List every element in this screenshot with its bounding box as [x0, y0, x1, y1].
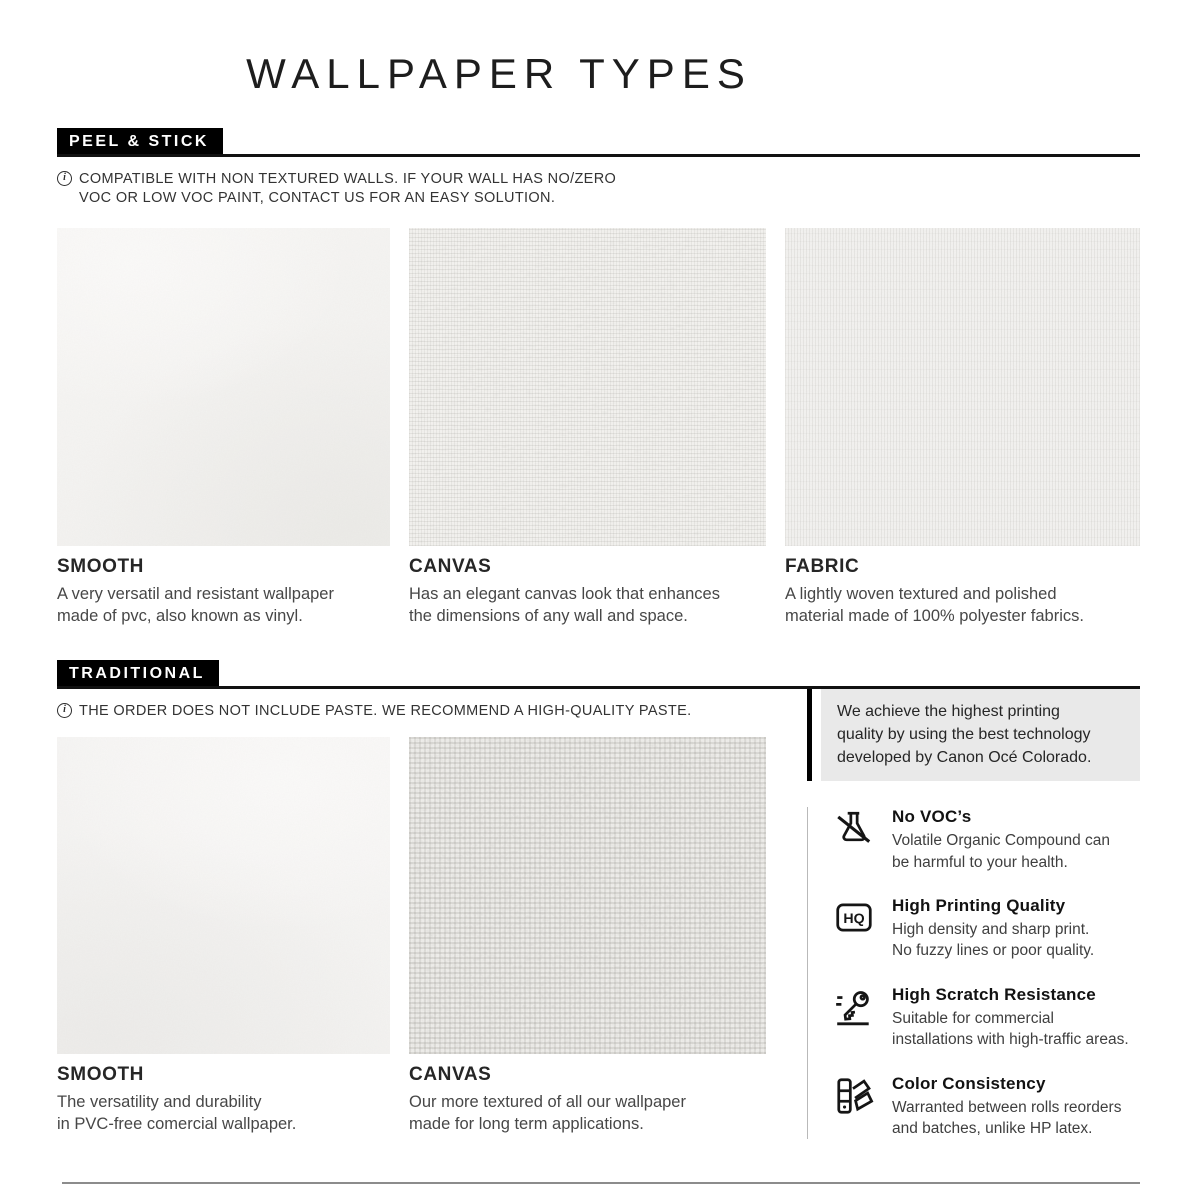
hq-badge-icon — [833, 896, 875, 938]
swatch-description: A very versatil and resistant wallpaper made of pvc, also known as vinyl. — [57, 585, 334, 626]
traditional-section-header — [57, 660, 1140, 689]
swatch-description: A lightly woven textured and polished material made of 100% polyester fabrics. — [785, 585, 1084, 626]
color-swatches-icon — [833, 1074, 875, 1116]
feature-title: Color Consistency — [892, 1073, 1046, 1093]
feature-text — [892, 1074, 1121, 1140]
weave-grain — [409, 228, 766, 546]
swatch-column-canvas — [409, 228, 766, 628]
traditional-note-text: THE ORDER DOES NOT INCLUDE PASTE. WE RECOMMEND A HIGH-QUALITY PASTE. — [79, 702, 692, 719]
svg-text:HQ: HQ — [843, 911, 865, 928]
feature-text — [892, 896, 1094, 962]
cloth-grain — [409, 737, 766, 1054]
feature-color-consistency — [833, 1074, 1140, 1140]
feature-title: No VOC’s — [892, 807, 972, 827]
traditional-body — [57, 689, 1140, 1163]
swatch-name: SMOOTH — [57, 1063, 144, 1085]
swatch-name: CANVAS — [409, 1063, 492, 1085]
traditional-badge: TRADITIONAL — [57, 660, 219, 686]
swatch-name: CANVAS — [409, 556, 492, 578]
fabric-grain — [785, 228, 1140, 546]
feature-desc: Volatile Organic Compound can be harmful to your health. — [892, 832, 1110, 871]
paper-grain — [57, 228, 390, 546]
printing-quality-text: We achieve the highest printing quality by using the best technology developed by Canon Océ Colorado. — [821, 689, 1140, 782]
feature-list — [807, 807, 1140, 1139]
feature-scratch-resistance — [833, 985, 1140, 1051]
canvas-texture-image — [409, 228, 766, 546]
canvas-texture-image — [409, 737, 766, 1054]
swatch-column-smooth — [57, 737, 390, 1136]
traditional-note — [57, 702, 766, 721]
scratch-key-icon — [833, 985, 875, 1027]
smooth-texture-image — [57, 737, 390, 1054]
sidebar — [807, 689, 1140, 1163]
traditional-swatch-grid — [57, 737, 766, 1136]
feature-title: High Scratch Resistance — [892, 984, 1096, 1004]
peel-stick-note — [57, 170, 1140, 208]
swatch-description: Has an elegant canvas look that enhances the dimensions of any wall and space. — [409, 585, 720, 626]
swatch-name: FABRIC — [785, 556, 860, 578]
no-voc-flask-icon — [833, 807, 875, 849]
paper-grain — [57, 737, 390, 1054]
info-icon: i — [57, 171, 72, 186]
feature-no-voc — [833, 807, 1140, 873]
swatch-description: The versatility and durability in PVC-free comercial wallpaper. — [57, 1092, 297, 1133]
fabric-texture-image — [785, 228, 1140, 546]
page-title: WALLPAPER TYPES — [246, 50, 752, 97]
feature-text — [892, 985, 1129, 1051]
smooth-texture-image — [57, 228, 390, 546]
peel-stick-badge: PEEL & STICK — [57, 128, 223, 154]
peel-stick-section-header — [57, 128, 1140, 157]
info-icon: i — [57, 703, 72, 718]
swatch-column-canvas — [409, 737, 766, 1136]
bottom-divider — [62, 1182, 1140, 1184]
feature-text — [892, 807, 1110, 873]
feature-title: High Printing Quality — [892, 896, 1066, 916]
traditional-left-column — [57, 689, 766, 1136]
feature-desc: Warranted between rolls reorders and batches, unlike HP latex. — [892, 1098, 1122, 1137]
swatch-name: SMOOTH — [57, 556, 144, 578]
swatch-description: Our more textured of all our wallpaper made for long term applications. — [409, 1092, 686, 1133]
peel-stick-note-text: COMPATIBLE WITH NON TEXTURED WALLS. IF YOUR WALL HAS NO/ZERO VOC OR LOW VOC PAINT, CONTACT US FOR AN EASY SOLUTION. — [79, 171, 617, 207]
swatch-column-smooth — [57, 228, 390, 628]
feature-desc: High density and sharp print. No fuzzy lines or poor quality. — [892, 921, 1095, 960]
feature-high-printing-quality — [833, 896, 1140, 962]
swatch-column-fabric — [785, 228, 1140, 628]
peel-stick-swatch-grid — [57, 228, 1140, 628]
printing-quality-callout — [807, 689, 1140, 782]
feature-desc: Suitable for commercial installations with high-traffic areas. — [892, 1009, 1129, 1049]
